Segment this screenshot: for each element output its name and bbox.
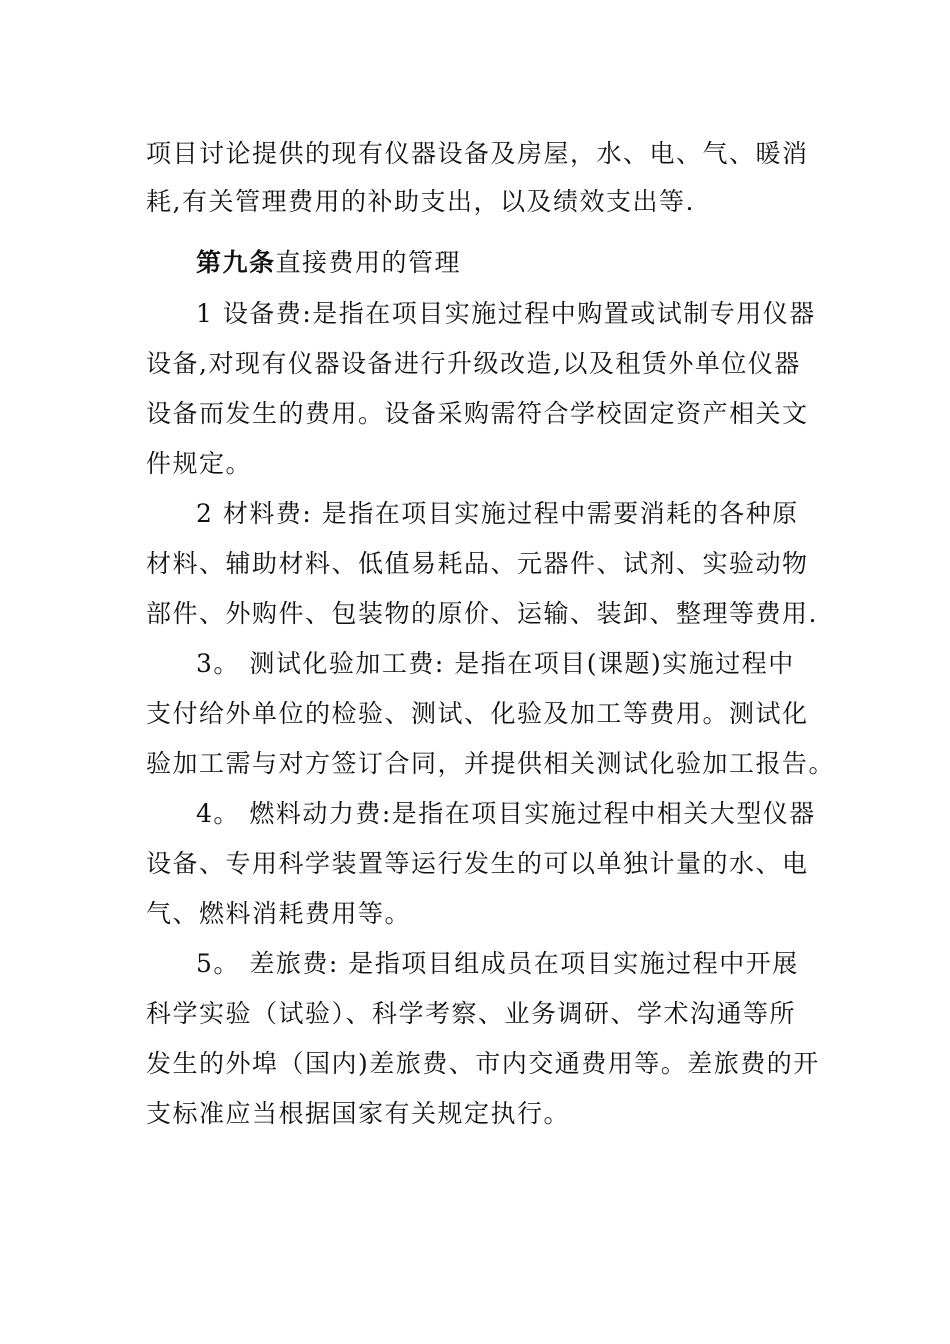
text-line: 3。 测试化验加工费: 是指在项目(课题)实施过程中 <box>196 649 795 678</box>
text-line: 耗,有关管理费用的补助支出，以及绩效支出等. <box>146 187 695 216</box>
text-line: 项目讨论提供的现有仪器设备及房屋，水、电、气、暖消 <box>146 139 809 168</box>
text-line: 验加工需与对方签订合同，并提供相关测试化验加工报告。 <box>146 749 836 778</box>
text-line: 气、燃料消耗费用等。 <box>146 899 412 928</box>
section-heading <box>196 245 806 281</box>
text-line: 科学实验（试验）、科学考察、业务调研、学术沟通等所 <box>146 999 797 1028</box>
text-line: 5。 差旅费: 是指项目组成员在项目实施过程中开展 <box>196 949 799 978</box>
text-line: 件规定。 <box>146 449 253 478</box>
text-line: 2 材料费: 是指在项目实施过程中需要消耗的各种原 <box>196 499 799 528</box>
text-line: 支标准应当根据国家有关规定执行。 <box>146 1099 571 1128</box>
text-line: 设备,对现有仪器设备进行升级改造,以及租赁外单位仪器 <box>146 349 801 378</box>
text-line: 4。 燃料动力费:是指在项目实施过程中相关大型仪器 <box>196 799 816 828</box>
text-line: 部件、外购件、包装物的原价、运输、装卸、整理等费用. <box>146 599 818 628</box>
text-line: 1 设备费:是指在项目实施过程中购置或试制专用仪器 <box>196 299 816 328</box>
text-line: 支付给外单位的检验、测试、化验及加工等费用。测试化 <box>146 699 809 728</box>
text-line: 材料、辅助材料、低值易耗品、元器件、试剂、实验动物 <box>146 549 809 578</box>
section-title: 直接费用的管理 <box>275 248 462 277</box>
article-label: 第九条 <box>196 248 276 277</box>
text-line: 设备而发生的费用。设备采购需符合学校固定资产相关文 <box>146 399 809 428</box>
text-line: 发生的外埠（国内)差旅费、市内交通费用等。差旅费的开 <box>146 1049 820 1078</box>
text-line: 设备、专用科学装置等运行发生的可以单独计量的水、电 <box>146 849 809 878</box>
